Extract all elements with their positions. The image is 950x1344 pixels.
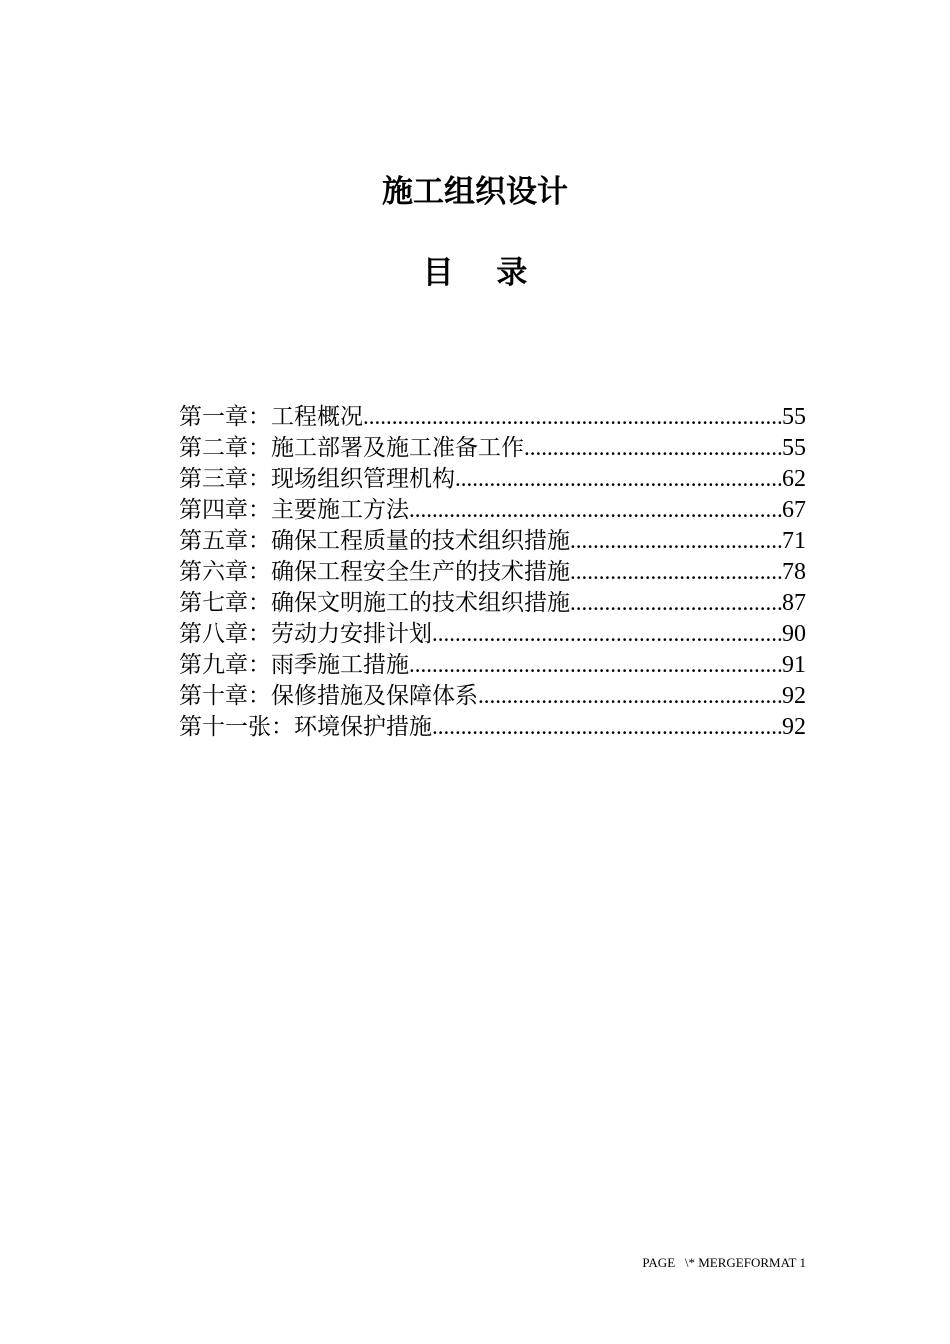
toc-entry-page: 55 bbox=[782, 404, 806, 430]
toc-entry-3[interactable] bbox=[179, 463, 806, 494]
toc-entry-page: 92 bbox=[782, 714, 806, 740]
toc-entry-title: 第十一张：环境保护措施 bbox=[179, 714, 432, 740]
toc-entry-page: 87 bbox=[782, 590, 806, 616]
toc-entry-title: 第二章：施工部署及施工准备工作 bbox=[179, 435, 524, 461]
toc-dot-leader bbox=[363, 401, 782, 432]
toc-entry-1[interactable] bbox=[179, 401, 806, 432]
toc-entry-page: 71 bbox=[782, 528, 806, 554]
toc-entry-title: 第四章：主要施工方法 bbox=[179, 497, 409, 523]
toc-entry-title: 第八章：劳动力安排计划 bbox=[179, 621, 432, 647]
toc-entry-8[interactable] bbox=[179, 618, 806, 649]
toc-entry-title: 第一章：工程概况 bbox=[179, 404, 363, 430]
toc-dot-leader bbox=[409, 494, 782, 525]
toc-entry-5[interactable] bbox=[179, 525, 806, 556]
toc-dot-leader bbox=[524, 432, 782, 463]
toc-entry-page: 91 bbox=[782, 652, 806, 678]
toc-entry-10[interactable] bbox=[179, 680, 806, 711]
toc-entry-11[interactable] bbox=[179, 711, 806, 742]
toc-entry-page: 55 bbox=[782, 435, 806, 461]
toc-entry-title: 第六章：确保工程安全生产的技术措施 bbox=[179, 559, 570, 585]
toc-entry-page: 92 bbox=[782, 683, 806, 709]
toc-dot-leader bbox=[432, 711, 782, 742]
toc-entry-page: 90 bbox=[782, 621, 806, 647]
toc-dot-leader bbox=[478, 680, 782, 711]
toc-heading: 目 录 bbox=[422, 255, 544, 291]
toc-dot-leader bbox=[570, 587, 782, 618]
document-title: 施工组织设计 bbox=[382, 174, 568, 210]
toc-entry-7[interactable] bbox=[179, 587, 806, 618]
toc-entry-title: 第十章：保修措施及保障体系 bbox=[179, 683, 478, 709]
toc-entry-title: 第九章：雨季施工措施 bbox=[179, 652, 409, 678]
toc-dot-leader bbox=[570, 556, 782, 587]
toc-entry-9[interactable] bbox=[179, 649, 806, 680]
toc-entry-title: 第七章：确保文明施工的技术组织措施 bbox=[179, 590, 570, 616]
toc-entry-page: 78 bbox=[782, 559, 806, 585]
table-of-contents bbox=[179, 401, 806, 742]
toc-entry-6[interactable] bbox=[179, 556, 806, 587]
toc-dot-leader bbox=[409, 649, 782, 680]
toc-dot-leader bbox=[432, 618, 782, 649]
toc-entry-page: 62 bbox=[782, 466, 806, 492]
toc-entry-page: 67 bbox=[782, 497, 806, 523]
toc-entry-title: 第五章：确保工程质量的技术组织措施 bbox=[179, 528, 570, 554]
page-footer: PAGE \* MERGEFORMAT 1 bbox=[642, 1255, 806, 1270]
toc-entry-title: 第三章：现场组织管理机构 bbox=[179, 466, 455, 492]
toc-entry-2[interactable] bbox=[179, 432, 806, 463]
toc-entry-4[interactable] bbox=[179, 494, 806, 525]
toc-dot-leader bbox=[455, 463, 782, 494]
toc-dot-leader bbox=[570, 525, 782, 556]
